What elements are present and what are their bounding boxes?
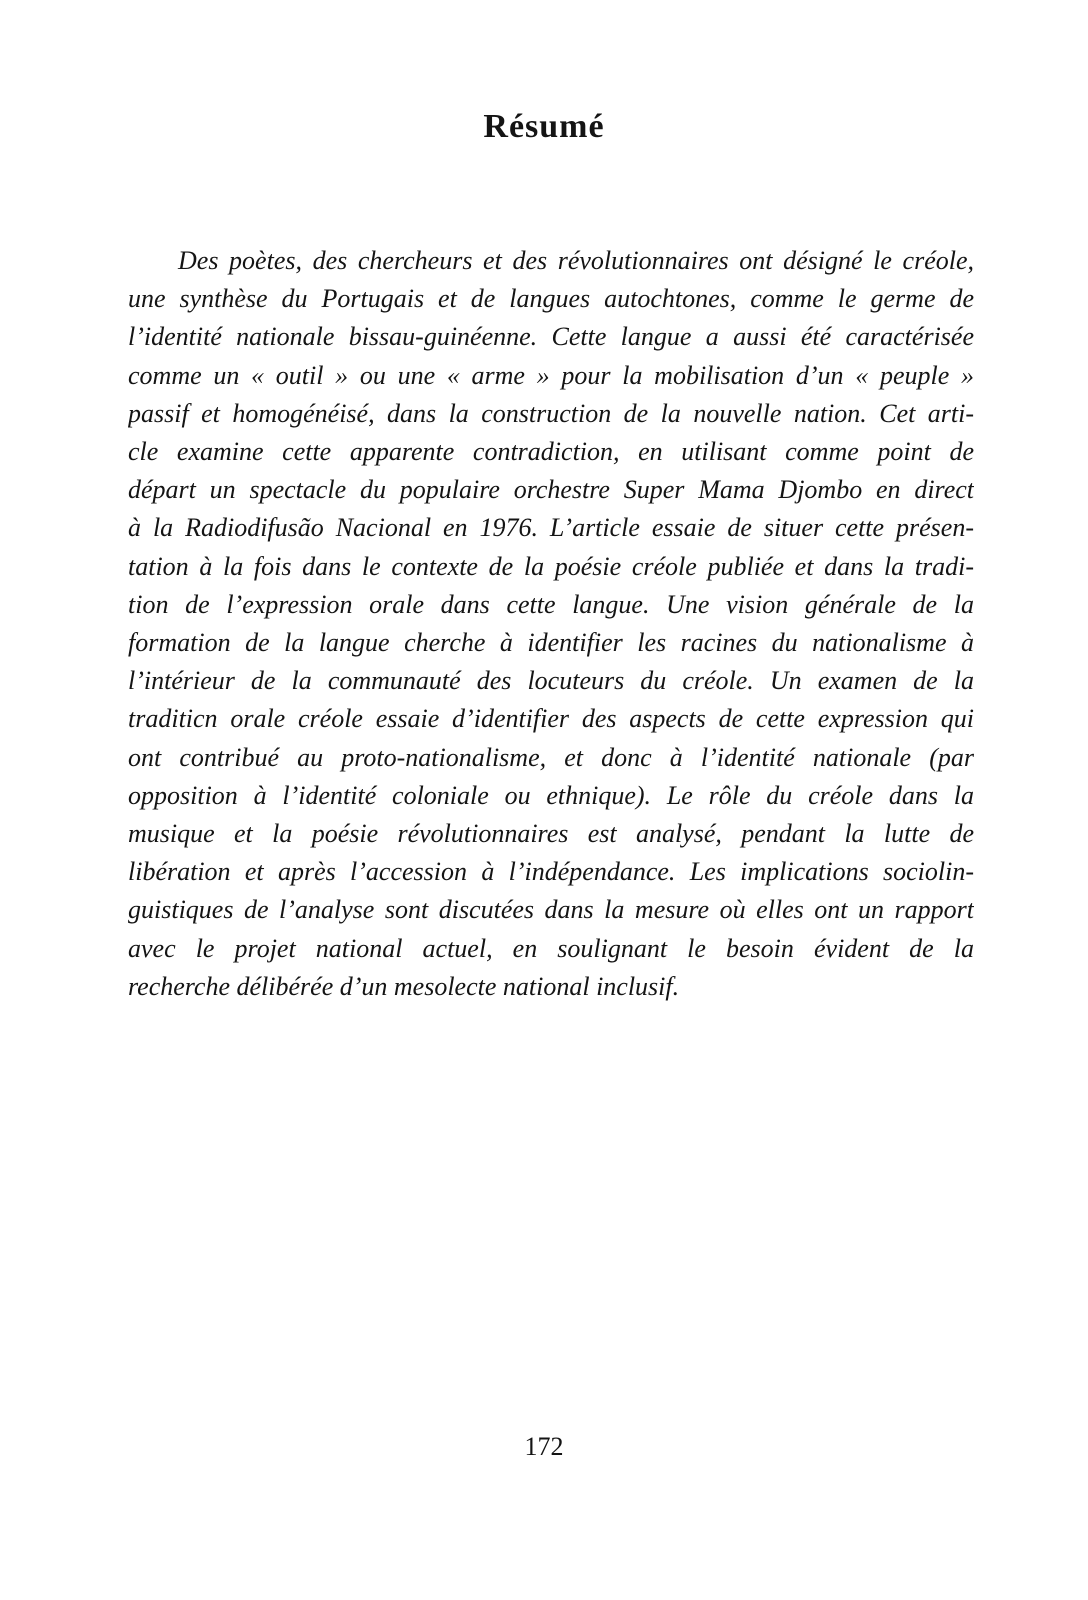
abstract-line: cle examine cette apparente contradiction, en utilisant comme point de — [128, 437, 974, 467]
abstract-line: tion de l’expression orale dans cette langue. Une vision générale de la — [128, 589, 974, 619]
abstract-line: recherche délibérée d’un mesolecte national inclusif. — [128, 971, 680, 1001]
abstract-line: formation de la langue cherche à identifier les racines du nationalisme à — [128, 628, 974, 658]
abstract-line: à la Radiodifusão Nacional en 1976. L’article essaie de situer cette présen- — [128, 513, 974, 543]
abstract-line: avec le projet national actuel, en soulignant le besoin évident de la — [128, 933, 974, 963]
abstract-line: départ un spectacle du populaire orchestre Super Mama Djombo en direct — [128, 475, 974, 505]
page-number: 172 — [524, 1432, 564, 1461]
abstract-line: l’intérieur de la communauté des locuteurs du créole. Un examen de la — [128, 666, 974, 696]
abstract-line: libération et après l’accession à l’indépendance. Les implications sociolin- — [128, 857, 974, 887]
abstract-line: traditicn orale créole essaie d’identifier des aspects de cette expression qui — [128, 704, 974, 734]
abstract-line: l’identité nationale bissau-guinéenne. Cette langue a aussi été caractérisée — [128, 322, 974, 352]
abstract-body — [128, 242, 974, 1006]
abstract-line: ont contribué au proto-nationalisme, et donc à l’identité nationale (par — [128, 742, 974, 772]
abstract-line: comme un « outil » ou une « arme » pour la mobilisation d’un « peuple » — [128, 360, 974, 390]
abstract-line: musique et la poésie révolutionnaires est analysé, pendant la lutte de — [128, 819, 974, 849]
abstract-line: tation à la fois dans le contexte de la poésie créole publiée et dans la tradi- — [128, 551, 974, 581]
abstract-line: une synthèse du Portugais et de langues autochtones, comme le germe de — [128, 284, 974, 314]
abstract-line: guistiques de l’analyse sont discutées dans la mesure où elles ont un rapport — [128, 895, 974, 925]
abstract-line: Des poètes, des chercheurs et des révolutionnaires ont désigné le créole, — [178, 246, 974, 275]
abstract-line: opposition à l’identité coloniale ou ethnique). Le rôle du créole dans la — [128, 780, 974, 810]
abstract-line: passif et homogénéisé, dans la construction de la nouvelle nation. Cet arti- — [128, 398, 974, 428]
page-title: Résumé — [483, 108, 605, 145]
